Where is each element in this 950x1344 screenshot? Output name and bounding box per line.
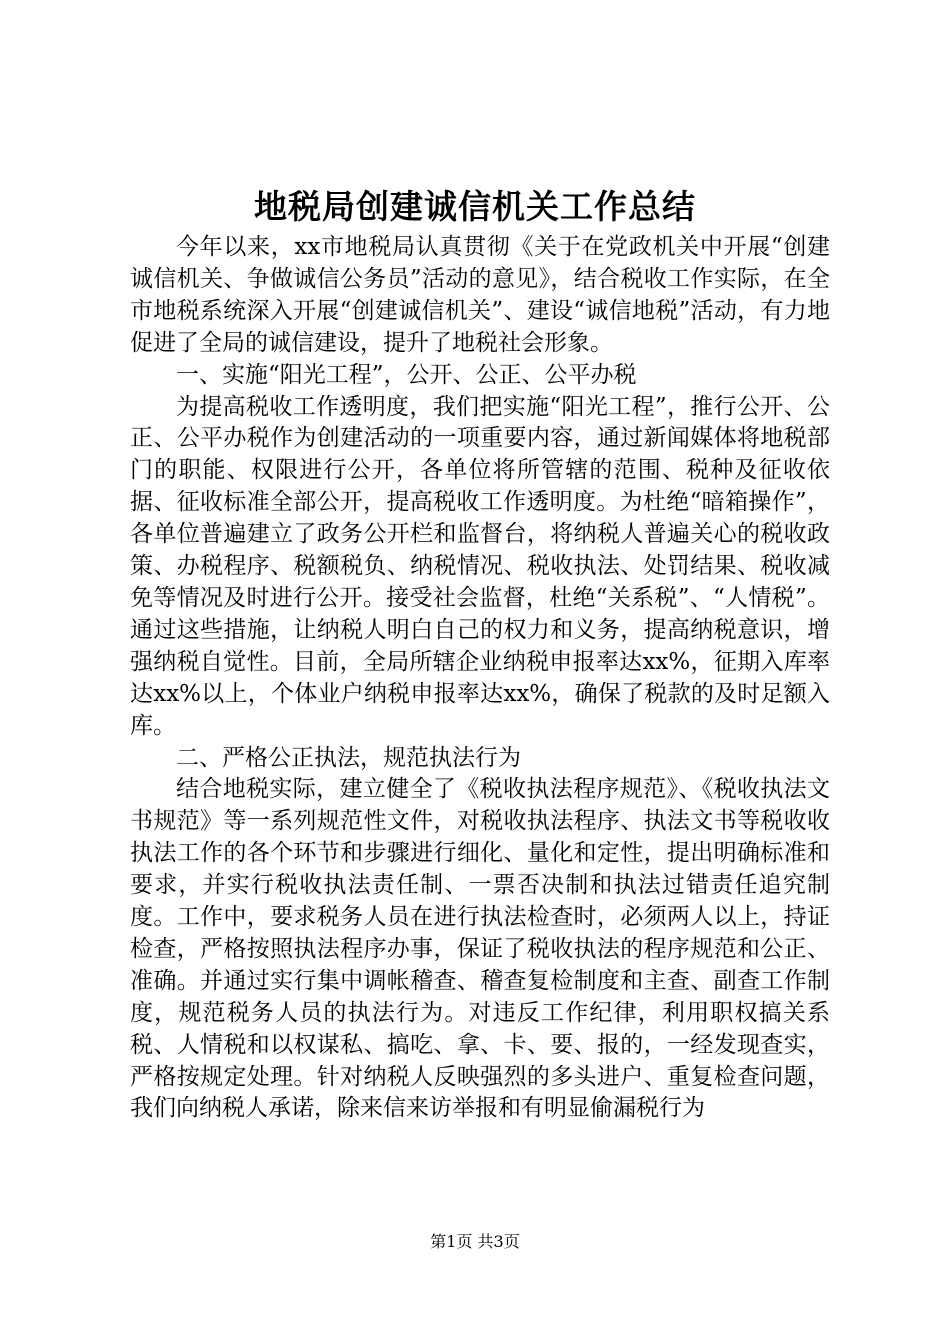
intro-paragraph: 今年以来，xx市地税局认真贯彻《关于在党政机关中开展“创建诚信机关、争做诚信公务员”活动的意见》，结合税收工作实际，在全市地税系统深入开展“创建诚信机关”、建设“诚信地税”活动，有力地促进了全局的诚信建设，提升了地税社会形象。 bbox=[130, 234, 830, 356]
document-body bbox=[130, 232, 830, 1125]
page-footer: 第1页 共3页 bbox=[430, 1232, 520, 1251]
section-heading-1: 一、实施“阳光工程”，公开、公正、公平办税 bbox=[176, 361, 637, 388]
section-2-paragraph: 结合地税实际，建立健全了《税收执法程序规范》、《税收执法文书规范》等一系列规范性文件，对税收执法程序、执法文书等税收收执法工作的各个环节和步骤进行细化、量化和定性，提出明确标准和要求，并实行税收执法责任制、一票否决制和执法过错责任追究制度。工作中，要求税务人员在进行执法检查时，必须两人以上，持证检查，严格按照执法程序办事，保证了税收执法的程序规范和公正、准确。并通过实行集中调帐稽查、稽查复检制度和主查、副查工作制度，规范税务人员的执法行为。对违反工作纪律，利用职权搞关系税、人情税和以权谋私、搞吃、拿、卡、要、报的，一经发现查实，严格按规定处理。针对纳税人反映强烈的多头进户、重复检查问题，我们向纳税人承诺，除来信来访举报和有明显偷漏税行为 bbox=[130, 776, 830, 1122]
document-title: 地税局创建诚信机关工作总结 bbox=[254, 187, 696, 226]
section-1-paragraph: 为提高税收工作透明度，我们把实施“阳光工程”，推行公开、公正、公平办税作为创建活动的一项重要内容，通过新闻媒体将地税部门的职能、权限进行公开，各单位将所管辖的范围、税种及征收依据、征收标准全部公开，提高税收工作透明度。为杜绝“暗箱操作”，各单位普遍建立了政务公开栏和监督台，将纳税人普遍关心的税收政策、办税程序、税额税负、纳税情况、税收执法、处罚结果、税收减免等情况及时进行公开。接受社会监督，杜绝“关系税”、“人情税”。通过这些措施，让纳税人明白自己的权力和义务，提高纳税意识，增强纳税自觉性。目前，全局所辖企业纳税申报率达xx%，征期入库率达xx%以上，个体业户纳税申报率达xx%，确保了税款的及时足额入库。 bbox=[130, 393, 830, 739]
section-heading-2: 二、严格公正执法，规范执法行为 bbox=[176, 744, 521, 771]
